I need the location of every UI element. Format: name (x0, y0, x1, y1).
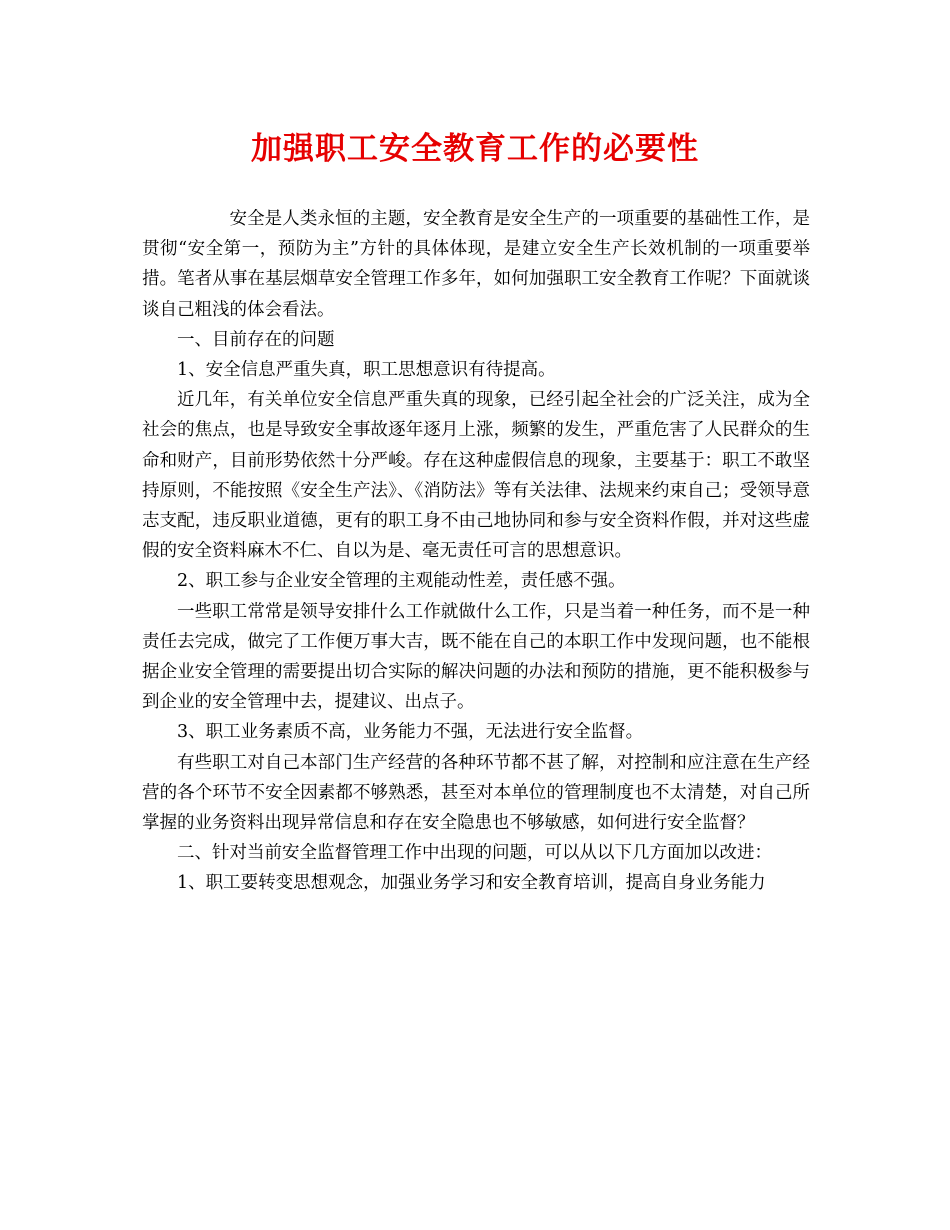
section-heading-improvements: 二、针对当前安全监督管理工作中出现的问题，可以从以下几方面加以改进： (177, 843, 772, 864)
subheading-1: 1、安全信息严重失真，职工思想意识有待提高。 (177, 360, 556, 381)
subheading-3: 3、职工业务素质不高，业务能力不强，无法进行安全监督。 (177, 722, 644, 743)
subheading-2: 2、职工参与企业安全管理的主观能动性差，责任感不强。 (177, 571, 626, 592)
subheading-improvement-1: 1、职工要转变思想观念，加强业务学习和安全教育培训，提高自身业务能力 (177, 873, 766, 894)
document-body (142, 204, 810, 899)
section-heading-problems: 一、目前存在的问题 (177, 329, 335, 350)
paragraph-1: 近几年，有关单位安全信息严重失真的现象，已经引起全社会的广泛关注，成为全社会的焦点，也是导致安全事故逐年逐月上涨，频繁的发生，严重危害了人民群众的生命和财产，目前形势依然十分严峻。存在这种虚假信息的现象，主要基于：职工不敢坚持原则，不能按照《安全生产法》、《消防法》等有关法律、法规来约束自己；受领导意志支配，违反职业道德，更有的职工身不由己地协同和参与安全资料作假，并对这些虚假的安全资料麻木不仁、自以为是、毫无责任可言的思想意识。 (142, 390, 810, 562)
paragraph-3: 有些职工对自己本部门生产经营的各种环节都不甚了解，对控制和应注意在生产经营的各个环节不安全因素都不够熟悉，甚至对本单位的管理制度也不太清楚，对自己所掌握的业务资料出现异常信息和存在安全隐患也不够敏感，如何进行安全监督？ (142, 752, 810, 834)
paragraph-intro: 安全是人类永恒的主题，安全教育是安全生产的一项重要的基础性工作，是贯彻“安全第一，预防为主”方针的具体体现，是建立安全生产长效机制的一项重要举措。笔者从事在基层烟草安全管理工作多年，如何加强职工安全教育工作呢？下面就谈谈自己粗浅的体会看法。 (142, 209, 810, 320)
paragraph-2: 一些职工常常是领导安排什么工作就做什么工作，只是当着一种任务，而不是一种责任去完成，做完了工作便万事大吉，既不能在自己的本职工作中发现问题，也不能根据企业安全管理的需要提出切合实际的解决问题的办法和预防的措施，更不能积极参与到企业的安全管理中去，提建议、出点子。 (142, 601, 810, 713)
document-title: 加强职工安全教育工作的必要性 (251, 131, 699, 167)
